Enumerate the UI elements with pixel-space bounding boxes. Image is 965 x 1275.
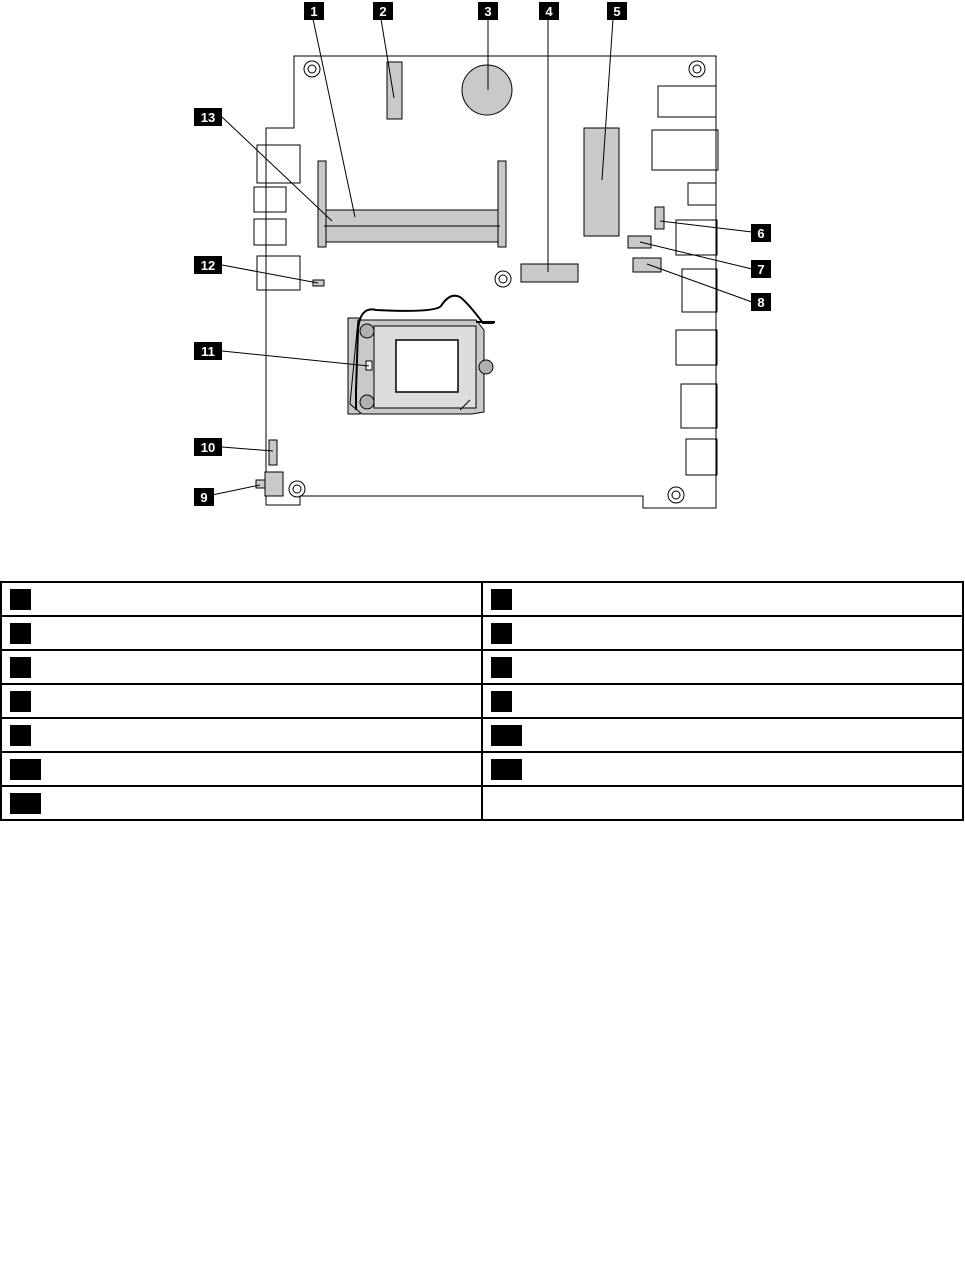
component-4-connector xyxy=(521,264,578,282)
callout-12 xyxy=(194,256,222,274)
right-port-1 xyxy=(658,86,716,117)
mount-hole-mid xyxy=(495,271,511,287)
board-outline xyxy=(266,56,716,508)
svg-text:9: 9 xyxy=(200,490,208,505)
mount-hole-top-left xyxy=(304,61,320,77)
legend-cell xyxy=(1,582,482,616)
legend-cell xyxy=(1,616,482,650)
component-9-switch xyxy=(265,472,283,496)
legend-cell xyxy=(482,718,963,752)
left-port-1 xyxy=(257,145,300,183)
mount-hole-bottom-left xyxy=(289,481,305,497)
legend-cell xyxy=(482,684,963,718)
callout-1 xyxy=(304,2,324,20)
legend-cell xyxy=(1,650,482,684)
right-port-8 xyxy=(686,439,717,475)
legend-cell xyxy=(482,616,963,650)
svg-text:6: 6 xyxy=(757,226,765,241)
legend-badge-3 xyxy=(10,623,31,644)
right-port-3 xyxy=(688,183,716,205)
legend-row xyxy=(1,616,963,650)
callout-2 xyxy=(373,2,393,20)
right-port-2 xyxy=(652,130,718,170)
legend-badge-1 xyxy=(10,589,31,610)
legend-cell xyxy=(482,582,963,616)
leader-6 xyxy=(660,221,752,232)
component-6-connector xyxy=(655,207,664,229)
legend-badge-5 xyxy=(10,657,31,678)
callout-9 xyxy=(194,488,214,506)
right-port-7 xyxy=(681,384,717,428)
legend-badge-11 xyxy=(10,759,41,780)
legend-badge-6 xyxy=(491,657,512,678)
legend-badge-2 xyxy=(491,589,512,610)
coin-battery xyxy=(462,65,512,115)
callout-11 xyxy=(194,342,222,360)
callout-7 xyxy=(751,260,771,278)
svg-text:1: 1 xyxy=(310,4,318,19)
mount-hole-bottom-right xyxy=(668,487,684,503)
leader-9 xyxy=(212,485,260,495)
legend-cell xyxy=(1,684,482,718)
legend-badge-13 xyxy=(10,793,41,814)
callout-13 xyxy=(194,108,222,126)
component-12-connector xyxy=(313,280,324,286)
component-10-connector xyxy=(269,440,277,465)
callout-8 xyxy=(751,293,771,311)
legend-badge-8 xyxy=(491,691,512,712)
legend-row xyxy=(1,684,963,718)
legend-cell xyxy=(482,752,963,786)
legend-row xyxy=(1,650,963,684)
callout-5 xyxy=(607,2,627,20)
legend-cell xyxy=(1,786,482,820)
mount-hole-top-right xyxy=(689,61,705,77)
svg-text:3: 3 xyxy=(484,4,492,19)
leader-8 xyxy=(647,264,752,302)
legend-row xyxy=(1,582,963,616)
svg-text:12: 12 xyxy=(200,258,216,273)
svg-text:10: 10 xyxy=(200,440,216,455)
component-7-connector xyxy=(628,236,651,248)
legend-badge-10 xyxy=(491,725,522,746)
legend-cell xyxy=(1,718,482,752)
legend-badge-4 xyxy=(491,623,512,644)
svg-text:7: 7 xyxy=(757,262,765,277)
callout-4 xyxy=(539,2,559,20)
legend-row xyxy=(1,718,963,752)
svg-text:4: 4 xyxy=(545,4,553,19)
left-port-2 xyxy=(254,187,286,212)
legend-badge-12 xyxy=(491,759,522,780)
leader-12 xyxy=(222,265,318,283)
legend-row xyxy=(1,786,963,820)
motherboard-diagram xyxy=(0,0,965,540)
svg-text:13: 13 xyxy=(200,110,216,125)
svg-text:8: 8 xyxy=(757,295,765,310)
component-5-slot xyxy=(584,128,619,236)
leader-13 xyxy=(222,117,332,221)
left-port-3 xyxy=(254,219,286,245)
callout-6 xyxy=(751,224,771,242)
callout-3 xyxy=(478,2,498,20)
cpu-socket xyxy=(348,318,493,414)
legend-badge-7 xyxy=(10,691,31,712)
component-8-connector xyxy=(633,258,661,272)
leader-10 xyxy=(222,447,273,451)
svg-text:5: 5 xyxy=(613,4,621,19)
right-port-5 xyxy=(682,269,717,312)
legend-cell xyxy=(1,752,482,786)
legend-table xyxy=(0,581,964,821)
svg-text:2: 2 xyxy=(379,4,387,19)
legend-badge-9 xyxy=(10,725,31,746)
callout-10 xyxy=(194,438,222,456)
legend-cell xyxy=(482,650,963,684)
right-port-6 xyxy=(676,330,717,365)
svg-text:11: 11 xyxy=(201,344,215,359)
leader-11 xyxy=(222,351,369,366)
legend-cell xyxy=(482,786,963,820)
legend-row xyxy=(1,752,963,786)
